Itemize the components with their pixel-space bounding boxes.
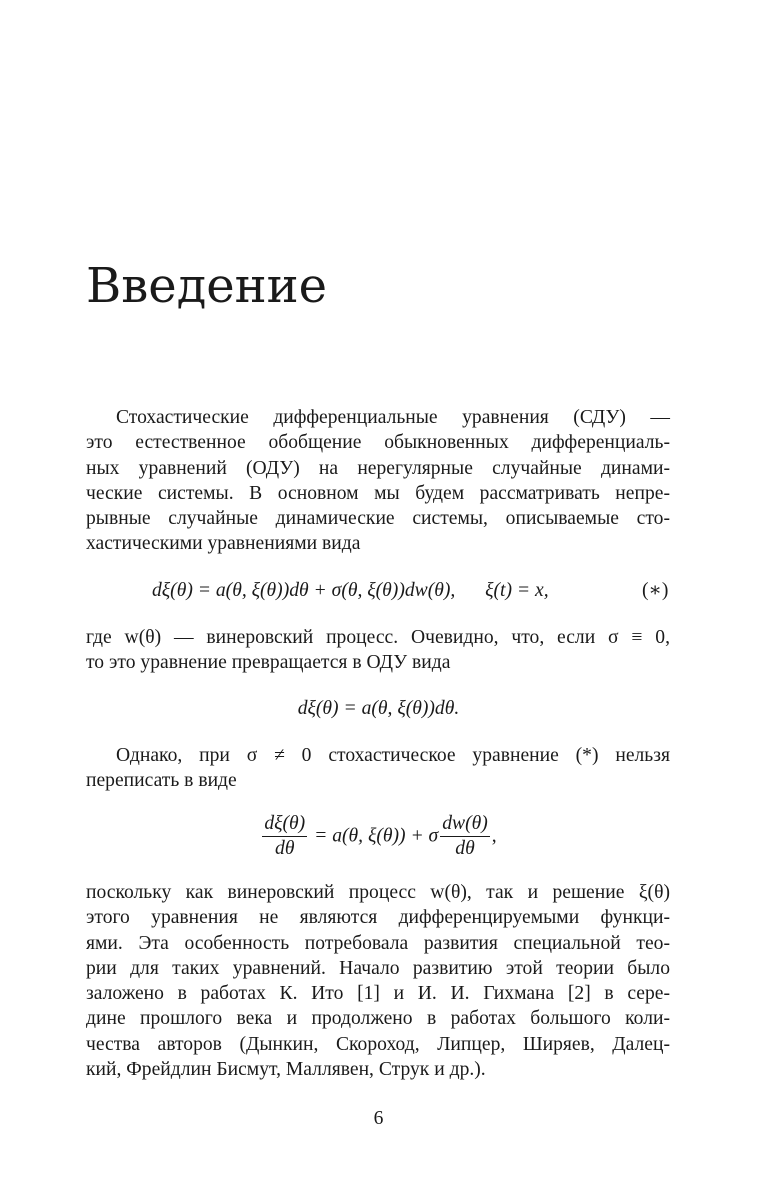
lhs-denominator: dθ bbox=[275, 838, 295, 859]
intro-paragraph bbox=[86, 405, 670, 557]
paragraph-line: Стохастические дифференциальные уравнения (СДУ) — bbox=[116, 407, 670, 428]
equation-middle: = a(θ, ξ(θ)) + σ bbox=[309, 825, 439, 847]
paragraph-line: это естественное обобщение обыкновенных дифференциаль- bbox=[86, 432, 670, 454]
initial-condition: ξ(t) = x, bbox=[485, 580, 549, 601]
equation-tag: (∗) bbox=[642, 580, 669, 601]
ode-formula: dξ(θ) = a(θ, ξ(θ))dθ. bbox=[297, 698, 460, 719]
equation-trailing: , bbox=[491, 825, 497, 847]
paragraph-history bbox=[86, 880, 670, 1082]
page-number: 6 bbox=[373, 1108, 384, 1129]
paragraph-line: рии для таких уравнений. Начало развитию этой теории было bbox=[86, 957, 670, 979]
sde-equation bbox=[152, 578, 549, 603]
paragraph-line: где w(θ) — винеровский процесс. Очевидно, что, если σ ≡ 0, bbox=[86, 627, 670, 648]
paragraph-ode bbox=[86, 625, 670, 676]
paragraph-line: этого уравнения не являются дифференцируемыми функци- bbox=[86, 907, 670, 929]
paragraph-line: чества авторов (Дынкин, Скороход, Липцер, Ширяев, Далец- bbox=[86, 1033, 670, 1055]
lhs-fraction bbox=[262, 812, 307, 861]
sde-formula: dξ(θ) = a(θ, ξ(θ))dθ + σ(θ, ξ(θ))dw(θ), bbox=[152, 580, 456, 601]
lhs-numerator: dξ(θ) bbox=[262, 812, 307, 837]
paragraph-line: дине прошлого века и продолжено в работах большого коли- bbox=[86, 1008, 670, 1030]
paragraph-line: Однако, при σ ≠ 0 стохастическое уравнение (*) нельзя bbox=[116, 745, 670, 766]
rhs-fraction bbox=[440, 812, 490, 861]
paragraph-however bbox=[86, 743, 670, 794]
paragraph-line: заложено в работах К. Ито [1] и И. И. Гихмана [2] в сере- bbox=[86, 983, 670, 1005]
paragraph-line: поскольку как винеровский процесс w(θ), так и решение ξ(θ) bbox=[86, 882, 670, 903]
paragraph-line: то это уравнение превращается в ОДУ вида bbox=[86, 652, 451, 674]
paragraph-line: кий, Фрейдлин Бисмут, Маллявен, Струк и др.). bbox=[86, 1059, 486, 1081]
paragraph-line: рывные случайные динамические системы, описываемые сто- bbox=[86, 508, 670, 530]
chapter-title: Введение bbox=[86, 258, 328, 314]
paragraph-line: ных уравнений (ОДУ) на нерегулярные случайные динами- bbox=[86, 457, 670, 479]
fraction-equation bbox=[0, 812, 757, 861]
rhs-numerator: dw(θ) bbox=[440, 812, 490, 837]
paragraph-line: хастическими уравнениями вида bbox=[86, 533, 361, 555]
rhs-denominator: dθ bbox=[455, 838, 475, 859]
ode-equation bbox=[0, 696, 757, 721]
paragraph-line: ями. Эта особенность потребовала развития специальной тео- bbox=[86, 932, 670, 954]
paragraph-line: ческие системы. В основном мы будем рассматривать непре- bbox=[86, 482, 670, 504]
paragraph-line: переписать в виде bbox=[86, 770, 237, 792]
